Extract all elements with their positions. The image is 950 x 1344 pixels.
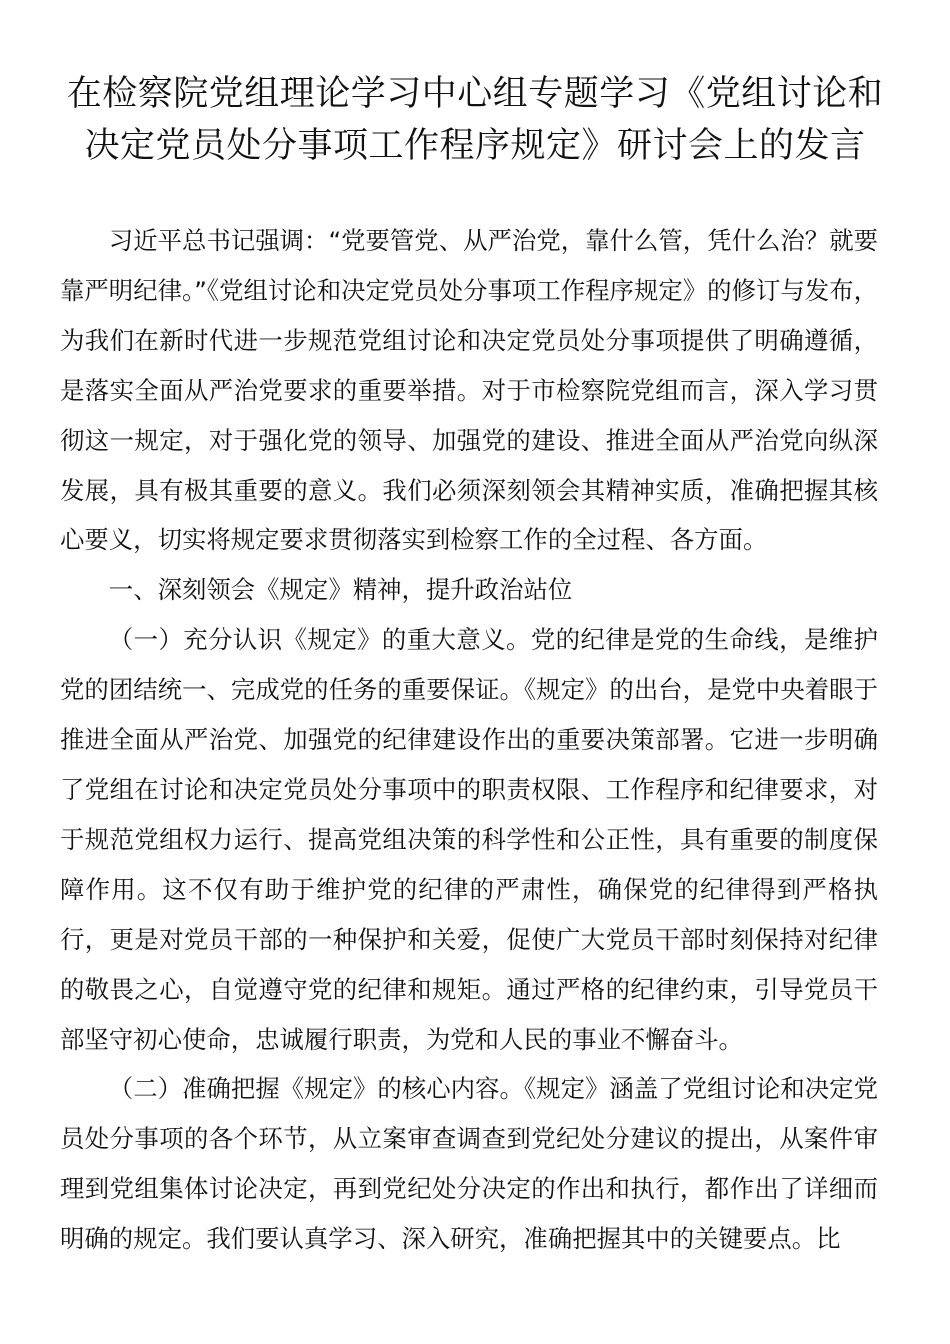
page-title bbox=[40, 68, 910, 172]
document-body bbox=[60, 216, 878, 1264]
paragraph-significance: （一）充分认识《规定》的重大意义。党的纪律是党的生命线，是维护党的团结统一、完成党的任务的重要保证。《规定》的出台，是党中央着眼于推进全面从严治党、加强党的纪律建设作出的重要决策部署。它进一步明确了党组在讨论和决定党员处分事项中的职责权限、工作程序和纪律要求，对于规范党组权力运行、提高党组决策的科学性和公正性，具有重要的制度保障作用。这不仅有助于维护党的纪律的严肃性，确保党的纪律得到严格执行，更是对党员干部的一种保护和关爱，促使广大党员干部时刻保持对纪律的敬畏之心，自觉遵守党的纪律和规矩。通过严格的纪律约束，引导党员干部坚守初心使命，忠诚履行职责，为党和人民的事业不懈奋斗。 bbox=[60, 625, 878, 1054]
paragraph-core-content: （二）准确把握《规定》的核心内容。《规定》涵盖了党组讨论和决定党员处分事项的各个环节，从立案审查调查到党纪处分建议的提出，从案件审理到党组集体讨论决定，再到党纪处分决定的作出和执行，都作出了详细而明确的规定。我们要认真学习、深入研究，准确把握其中的关键要点。比 bbox=[60, 1074, 878, 1254]
section-heading-1: 一、深刻领会《规定》精神，提升政治站位 bbox=[108, 575, 573, 605]
intro-paragraph: 习近平总书记强调：“党要管党、从严治党，靠什么管，凭什么治？就要靠严明纪律。”《党组讨论和决定党员处分事项工作程序规定》的修订与发布，为我们在新时代进一步规范党组讨论和决定党员处分事项提供了明确遵循，是落实全面从严治党要求的重要举措。对于市检察院党组而言，深入学习贯彻这一规定，对于强化党的领导、加强党的建设、推进全面从严治党向纵深发展，具有极其重要的意义。我们必须深刻领会其精神实质，准确把握其核心要义，切实将规定要求贯彻落实到检察工作的全过程、各方面。 bbox=[60, 226, 878, 555]
title-line-1: 在检察院党组理论学习中心组专题学习《党组讨论和 bbox=[66, 74, 884, 114]
title-line-2: 决定党员处分事项工作程序规定》研讨会上的发言 bbox=[84, 126, 866, 166]
